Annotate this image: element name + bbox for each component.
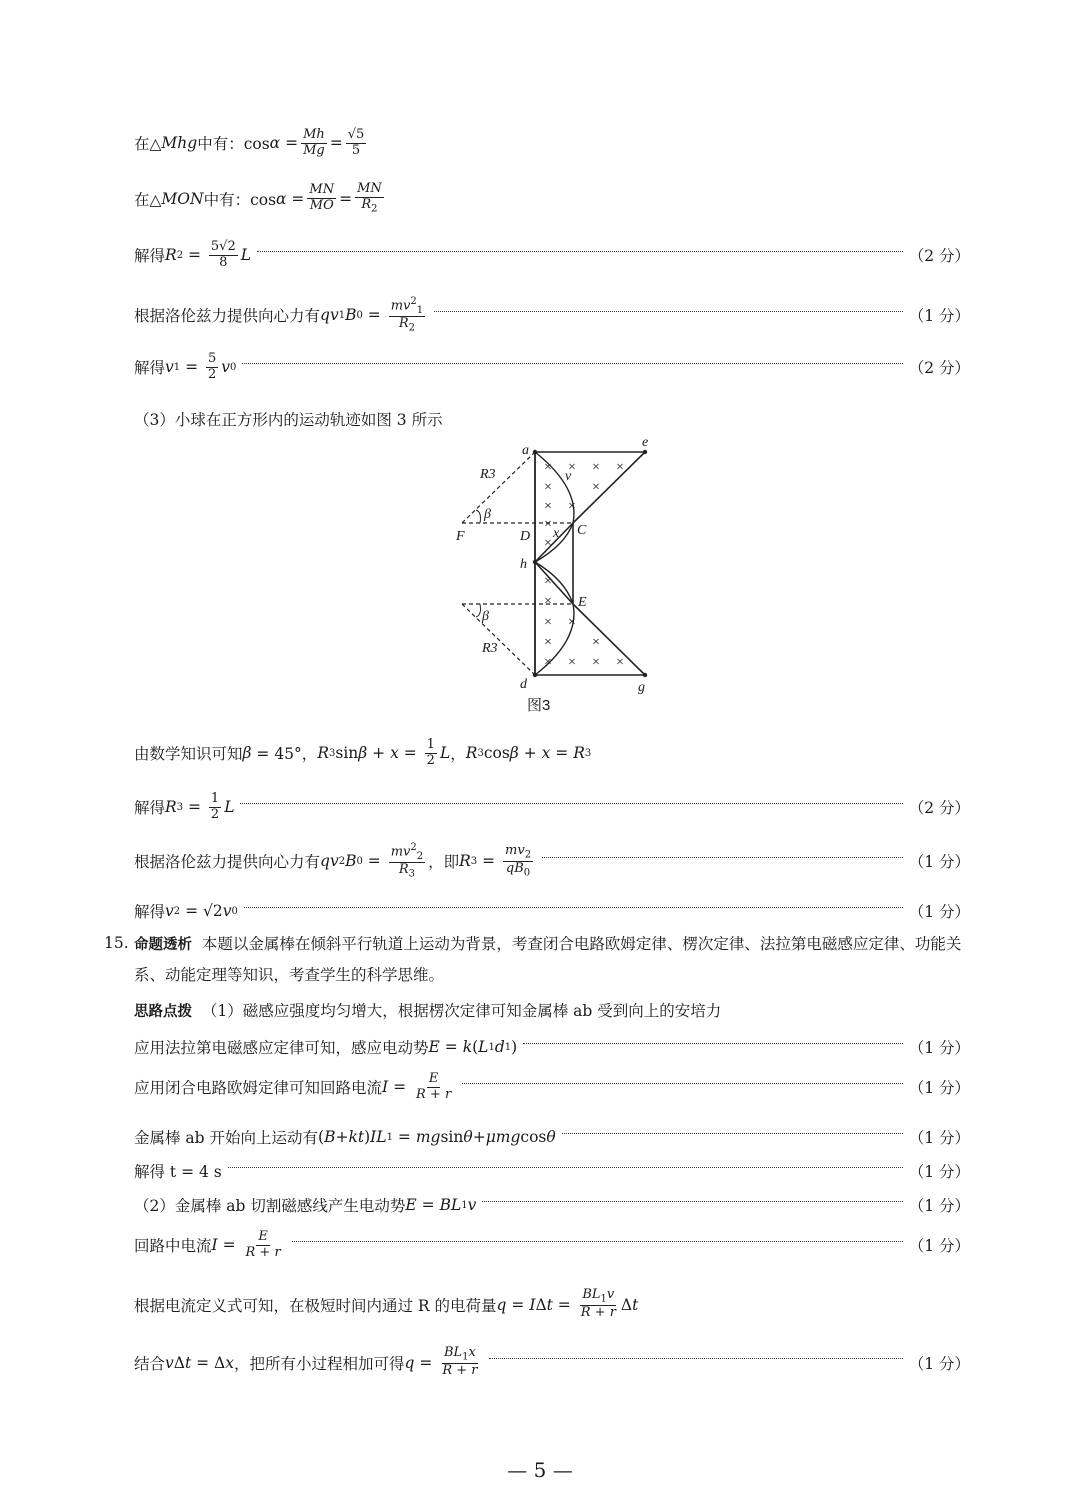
q15-analysis — [134, 929, 970, 990]
step-emf: 应用法拉第电磁感应定律可知，感应电动势 E = k ( L 1 d 1 ) （1 分） — [134, 1038, 970, 1057]
analysis-heading: 命题透析 — [134, 937, 192, 953]
step-motional-emf: （2）金属棒 ab 切割磁感线产生电动势 E = BL 1 v （1 分） — [134, 1196, 970, 1215]
label-e-point: E — [578, 595, 587, 610]
step-current: 应用闭合电路欧姆定律可知回路电流 I = E R + r （1 分） — [134, 1071, 970, 1102]
svg-text:×: × — [544, 655, 552, 670]
formula-line-geometry: 由数学知识可知 β = 45°， R 3 sin β + x = 1 2 L ， R 3 cos β + x = R 3 — [134, 737, 592, 768]
formula-line-lorentz-v2: 根据洛伦兹力提供向心力有 qv 2 B 0 = $mv^2_2$ $R_3$ ，即 R 3 = $mv_2$ $qB_0$ （1 分） — [134, 842, 970, 881]
label-c: C — [577, 523, 587, 538]
score: （2 分） — [908, 247, 970, 266]
score: （1 分） — [908, 1237, 970, 1256]
formula-line-lorentz-v1: 根据洛伦兹力提供向心力有 qv 1 B 0 = $mv^2_1$ $R_2$ （1 分） — [134, 296, 970, 335]
score: （1 分） — [908, 903, 970, 921]
label-a: a — [522, 443, 529, 458]
svg-text:×: × — [544, 536, 552, 551]
page-number: — 5 — — [507, 1458, 573, 1482]
svg-text:×: × — [544, 574, 552, 589]
score: （1 分） — [908, 1079, 970, 1098]
label-e: e — [642, 435, 649, 450]
score: （1 分） — [908, 1354, 970, 1373]
svg-text:×: × — [544, 615, 552, 630]
score: （1 分） — [908, 1197, 970, 1215]
analysis-text: 本题以金属棒在倾斜平行轨道上运动为背景，考查闭合电路欧姆定律、楞次定律、法拉第电磁感应定律、功能关系、动能定理等知识，考查学生的科学思维。 — [134, 935, 962, 984]
svg-text:×: × — [592, 460, 600, 475]
svg-text:×: × — [568, 615, 576, 630]
step-force-balance: 金属棒 ab 开始向上运动有 ( B + kt ) IL 1 = mg sin θ + μmg cos θ （1 分） — [134, 1128, 970, 1147]
step-total-charge: 结合 v Δ t = Δ x ，把所有小过程相加可得 q = $BL_1x$ R + r （1 分） — [134, 1345, 970, 1379]
svg-text:×: × — [616, 655, 624, 670]
step-time: 解得 t = 4 s （1 分） — [134, 1160, 970, 1182]
formula-line-cos-mhg: 在△ Mhg 中有：cos α = $\frac{Mh}{Mg}$ = √5 5 — [134, 127, 365, 158]
hint-heading: 思路点拨 — [134, 1004, 192, 1020]
score: （1 分） — [908, 1039, 970, 1057]
svg-text:×: × — [592, 480, 600, 495]
label-x: x — [553, 526, 560, 541]
label-g: g — [638, 680, 645, 695]
score: （2 分） — [908, 799, 970, 818]
svg-text:×: × — [544, 480, 552, 495]
label-r3-lower: R3 — [482, 641, 498, 656]
score: （1 分） — [908, 1163, 970, 1181]
figure-caption: 图3 — [527, 697, 551, 714]
label-f: F — [456, 529, 465, 544]
label-h: h — [520, 557, 527, 572]
svg-text:×: × — [568, 499, 576, 514]
svg-text:×: × — [592, 635, 600, 650]
label-beta-upper: β — [484, 507, 491, 522]
label-d: D — [520, 529, 531, 544]
label-d-corner: d — [520, 677, 527, 692]
formula-line-r2: 解得 R 2 = 5√2 8 L （2 分） — [134, 239, 970, 270]
question-number: 15. — [104, 934, 129, 952]
figure-3-diagram — [440, 430, 680, 700]
formula-line-cos-mon: 在△ MON 中有：cos α = $\frac{MN}{MO}$ = MN $R_2$ — [134, 181, 382, 215]
svg-text:×: × — [544, 499, 552, 514]
label-beta-lower: β — [482, 609, 489, 624]
svg-text:×: × — [544, 594, 552, 609]
svg-text:×: × — [544, 635, 552, 650]
svg-text:×: × — [544, 517, 552, 532]
svg-text:×: × — [568, 460, 576, 475]
label-v: v — [565, 469, 572, 484]
svg-text:×: × — [592, 655, 600, 670]
q15-hint: 思路点拨 （1）磁感应强度均匀增大，根据楞次定律可知金属棒 ab 受到向上的安培力 — [134, 1002, 722, 1020]
formula-line-r3: 解得 R 3 = 1 2 L （2 分） — [134, 791, 970, 822]
score: （2 分） — [908, 359, 970, 378]
formula-line-v1: 解得 v 1 = 5 2 v 0 （2 分） — [134, 351, 970, 382]
part3-intro: （3）小球在正方形内的运动轨迹如图 3 所示 — [134, 411, 443, 429]
svg-text:×: × — [544, 460, 552, 475]
step-charge-dt: 根据电流定义式可知，在极短时间内通过 R 的电荷量 q = I Δ t = $BL_1v$ R + r Δ t — [134, 1287, 639, 1321]
svg-text:×: × — [616, 460, 624, 475]
score: （1 分） — [908, 307, 970, 326]
step-loop-current: 回路中电流 I = E R + r （1 分） — [134, 1229, 970, 1260]
score: （1 分） — [908, 1129, 970, 1147]
formula-line-v2: 解得 v 2 = √2 v 0 （1 分） — [134, 902, 970, 921]
score: （1 分） — [908, 853, 970, 872]
svg-text:×: × — [568, 655, 576, 670]
label-r3-upper: R3 — [480, 467, 496, 482]
